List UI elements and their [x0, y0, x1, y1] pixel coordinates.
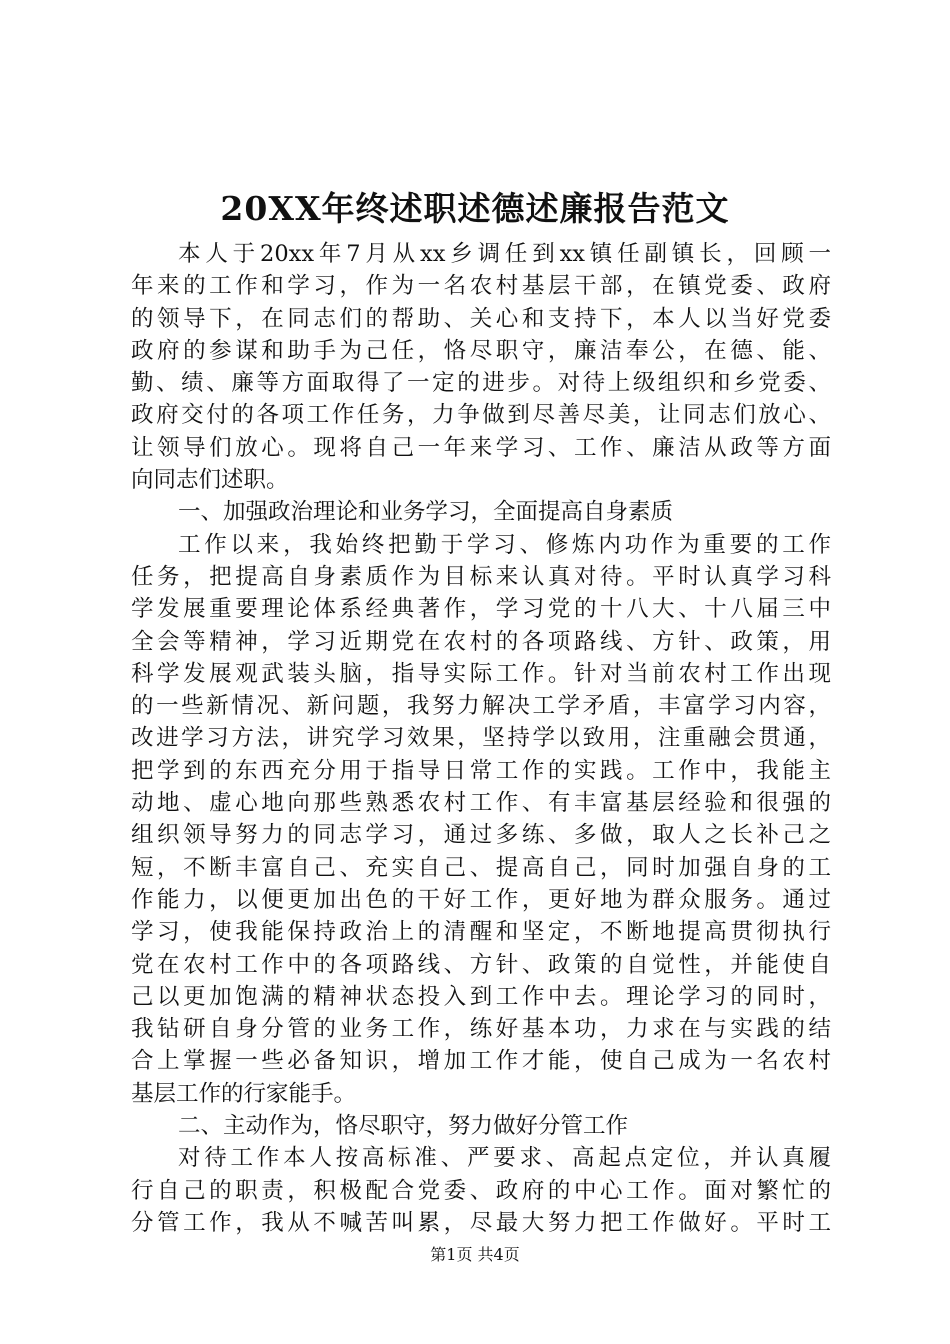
paragraph-line: 科学发展观武装头脑，指导实际工作。针对当前农村工作出现 — [131, 660, 831, 687]
paragraph-line: 的领导下，在同志们的帮助、关心和支持下，本人以当好党委 — [131, 305, 831, 332]
paragraph-line: 勤、绩、廉等方面取得了一定的进步。对待上级组织和乡党委、 — [131, 370, 831, 397]
paragraph-line: 对待工作本人按高标准、严要求、高起点定位，并认真履 — [178, 1145, 831, 1172]
paragraph-line: 党在农村工作中的各项路线、方针、政策的自觉性，并能使自 — [131, 951, 831, 978]
paragraph-line: 组织领导努力的同志学习，通过多练、多做，取人之长补己之 — [131, 822, 831, 849]
paragraph-line: 把学到的东西充分用于指导日常工作的实践。工作中，我能主 — [131, 757, 831, 784]
paragraph-line: 短，不断丰富自己、充实自己、提高自己，同时加强自身的工 — [131, 854, 831, 881]
paragraph-line: 作能力，以便更加出色的干好工作，更好地为群众服务。通过 — [131, 886, 831, 913]
paragraph-line: 政府交付的各项工作任务，力争做到尽善尽美，让同志们放心、 — [131, 402, 831, 429]
document-title: 20XX年终述职述德述廉报告范文 — [220, 189, 730, 228]
document-body — [131, 238, 831, 1239]
paragraph-line: 合上掌握一些必备知识，增加工作才能，使自己成为一名农村 — [131, 1048, 831, 1075]
paragraph-line: 动地、虚心地向那些熟悉农村工作、有丰富基层经验和很强的 — [131, 790, 831, 817]
paragraph-line: 改进学习方法，讲究学习效果，坚持学以致用，注重融会贯通， — [131, 725, 831, 752]
paragraph-line: 工作以来，我始终把勤于学习、修炼内功作为重要的工作 — [178, 531, 831, 558]
paragraph-line: 我钻研自身分管的业务工作，练好基本功，力求在与实践的结 — [131, 1016, 831, 1043]
paragraph-line: 任务，把提高自身素质作为目标来认真对待。平时认真学习科 — [131, 563, 831, 590]
paragraph-line: 政府的参谋和助手为己任，恪尽职守，廉洁奉公，在德、能、 — [131, 337, 831, 364]
paragraph-line: 向同志们述职。 — [131, 467, 289, 494]
page-number-footer: 第1页 共4页 — [430, 1245, 520, 1264]
paragraph-line: 的一些新情况、新问题，我努力解决工学矛盾，丰富学习内容， — [131, 693, 831, 720]
section-heading: 一、加强政治理论和业务学习，全面提高自身素质 — [178, 499, 674, 526]
paragraph-line: 学发展重要理论体系经典著作，学习党的十八大、十八届三中 — [131, 596, 831, 623]
paragraph-line: 学习，使我能保持政治上的清醒和坚定，不断地提高贯彻执行 — [131, 919, 831, 946]
paragraph-line: 行自己的职责，积极配合党委、政府的中心工作。面对繁忙的 — [131, 1177, 831, 1204]
paragraph-line: 让领导们放心。现将自己一年来学习、工作、廉洁从政等方面 — [131, 434, 831, 461]
section-heading: 二、主动作为，恪尽职守，努力做好分管工作 — [178, 1113, 629, 1140]
paragraph-line: 基层工作的行家能手。 — [131, 1080, 357, 1107]
paragraph-line: 年来的工作和学习，作为一名农村基层干部，在镇党委、政府 — [131, 273, 831, 300]
paragraph-line: 分管工作，我从不喊苦叫累，尽最大努力把工作做好。平时工 — [131, 1209, 831, 1236]
paragraph-line: 全会等精神，学习近期党在农村的各项路线、方针、政策，用 — [131, 628, 831, 655]
paragraph-line: 己以更加饱满的精神状态投入到工作中去。理论学习的同时， — [131, 983, 831, 1010]
paragraph-line: 本人于20xx年7月从xx乡调任到xx镇任副镇长，回顾一 — [178, 241, 831, 267]
